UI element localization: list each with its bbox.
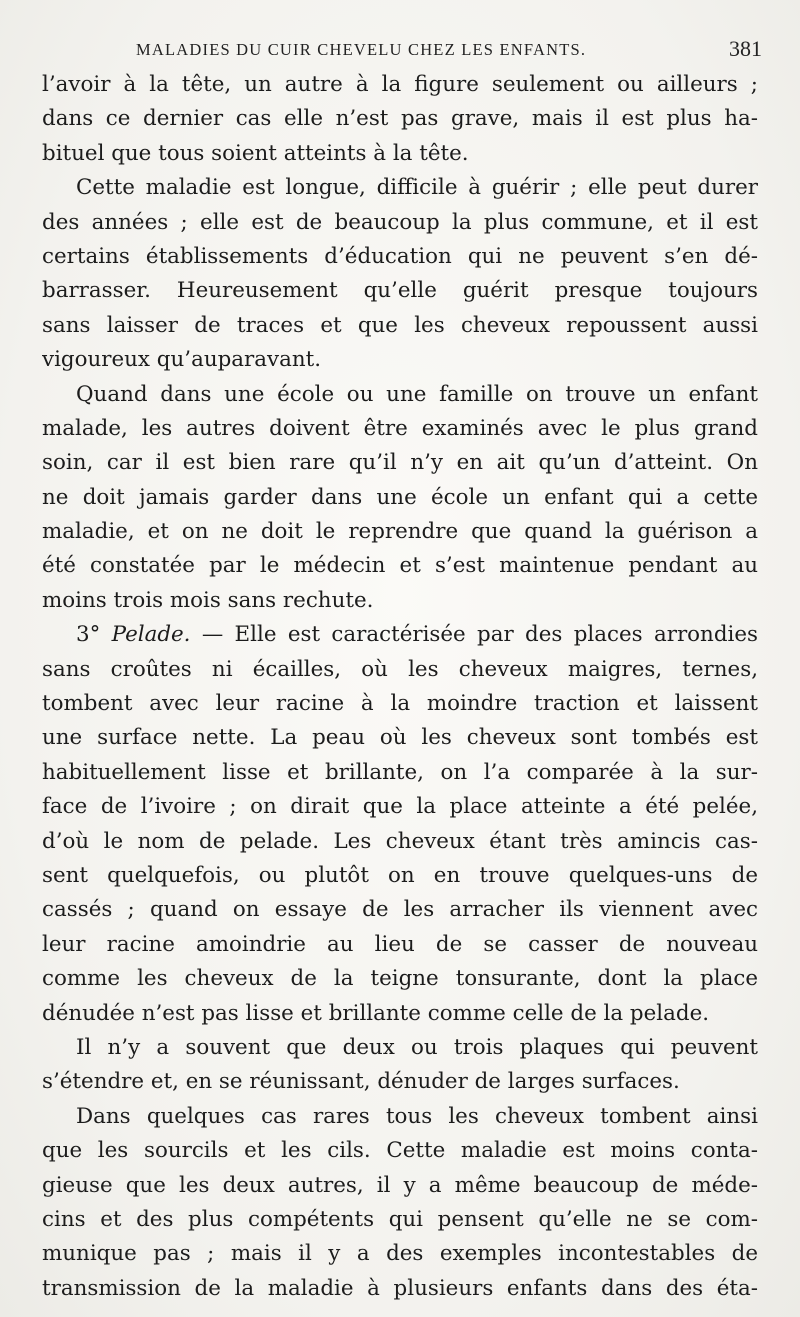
text-line: sans laisser de traces et que les cheveux repoussent aussi	[42, 312, 758, 338]
text-line: gieuse que les deux autres, il y a même beaucoup de méde-	[42, 1172, 758, 1198]
text-line: certains établissements d’éducation qui ne peuvent s’en dé-	[42, 243, 758, 269]
text-line: une surface nette. La peau où les cheveux sont tombés est	[42, 725, 758, 751]
text-line: dans ce dernier cas elle n’est pas grave, mais il est plus ha-	[42, 106, 758, 132]
text-line: sent quelquefois, ou plutôt on en trouve quelques-uns de	[42, 862, 758, 888]
text-line: cins et des plus compétents qui pensent qu’elle ne se com-	[42, 1206, 758, 1232]
section-text: — Elle est caractérisée par des places arrondies	[190, 622, 758, 648]
text-line: moins trois mois sans rechute.	[42, 587, 374, 613]
text-line: des années ; elle est de beaucoup la plus commune, et il est	[42, 209, 758, 235]
text-line: leur racine amoindrie au lieu de se casser de nouveau	[42, 931, 758, 957]
text-line: barrasser. Heureusement qu’elle guérit presque toujours	[42, 278, 758, 304]
body-text	[42, 68, 758, 1306]
text-line: transmission de la maladie à plusieurs enfants dans des éta-	[42, 1275, 758, 1301]
text-line: cassés ; quand on essaye de les arracher ils viennent avec	[42, 897, 758, 923]
page-number: 381	[729, 36, 762, 61]
text-line: que les sourcils et les cils. Cette maladie est moins conta-	[42, 1138, 758, 1164]
text-line: s’étendre et, en se réunissant, dénuder de larges surfaces.	[42, 1069, 680, 1095]
text-line: face de l’ivoire ; on dirait que la place atteinte a été pelée,	[42, 794, 758, 820]
text-line: munique pas ; mais il y a des exemples incontestables de	[42, 1241, 758, 1267]
text-line: l’avoir à la tête, un autre à la figure seulement ou ailleurs ;	[42, 72, 758, 97]
page-header	[40, 36, 762, 64]
text-line: été constatée par le médecin et s’est maintenue pendant au	[42, 553, 758, 579]
text-line: Cette maladie est longue, difficile à guérir ; elle peut durer	[76, 175, 758, 201]
text-line: Quand dans une école ou une famille on trouve un enfant	[76, 381, 758, 407]
text-line: malade, les autres doivent être examinés avec le plus grand	[42, 415, 758, 441]
text-line: maladie, et on ne doit le reprendre que quand la guérison a	[42, 519, 758, 545]
section-heading: Pelade.	[111, 622, 191, 648]
text-line: d’où le nom de pelade. Les cheveux étant très amincis cas-	[42, 828, 758, 854]
text-line: Dans quelques cas rares tous les cheveux tombent ainsi	[76, 1103, 758, 1129]
text-line: vigoureux qu’auparavant.	[42, 347, 322, 373]
text-line: Il n’y a souvent que deux ou trois plaques qui peuvent	[76, 1034, 758, 1060]
text-line: soin, car il est bien rare qu’il n’y en ait qu’un d’atteint. On	[42, 450, 758, 476]
text-line: comme les cheveux de la teigne tonsurante, dont la place	[42, 966, 758, 992]
text-line: dénudée n’est pas lisse et brillante comme celle de la pelade.	[42, 1000, 710, 1026]
section-number: 3°	[76, 622, 112, 648]
text-line: sans croûtes ni écailles, où les cheveux maigres, ternes,	[42, 656, 758, 682]
text-line: ne doit jamais garder dans une école un enfant qui a cette	[42, 484, 758, 510]
text-line: tombent avec leur racine à la moindre traction et laissent	[42, 691, 758, 717]
running-title: MALADIES DU CUIR CHEVELU CHEZ LES ENFANTS.	[136, 40, 587, 59]
text-line	[42, 618, 758, 652]
text-line: bituel que tous soient atteints à la tête.	[42, 140, 469, 166]
text-line: habituellement lisse et brillante, on l’a comparée à la sur-	[42, 759, 758, 785]
